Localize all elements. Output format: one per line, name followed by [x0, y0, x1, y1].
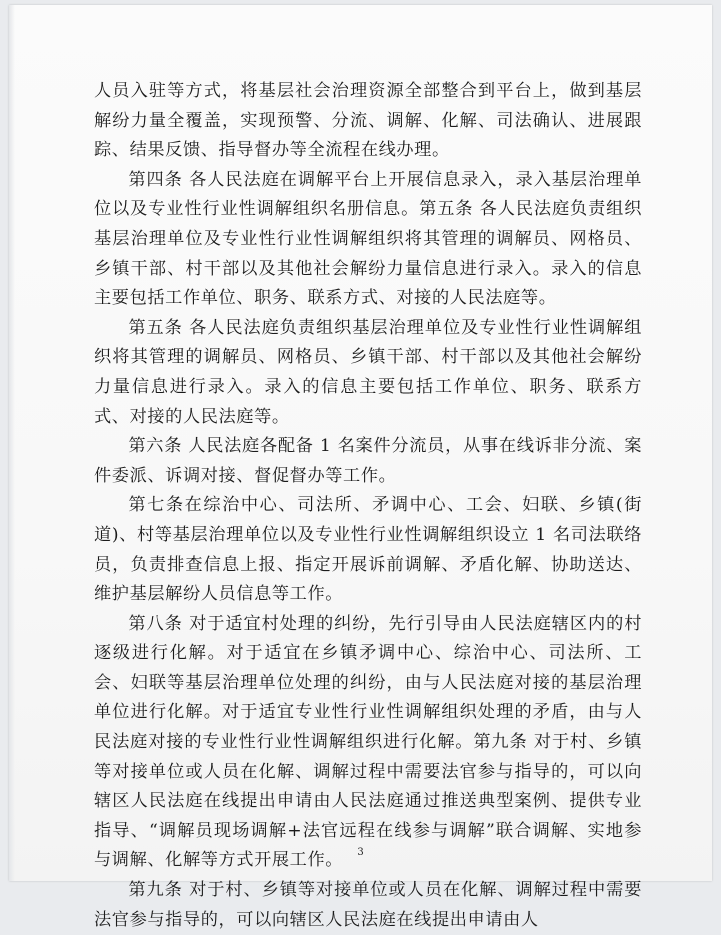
paragraph-continuation: 人员入驻等方式，将基层社会治理资源全部整合到平台上，做到基层解纷力量全覆盖，实现预警、分流、调解、化解、司法确认、进展跟踪、结果反馈、指导督办等全流程在线办理。: [94, 81, 642, 161]
paragraph-article-7: 第七条在综治中心、司法所、矛调中心、工会、妇联、乡镇(街道)、村等基层治理单位以及专业性行业性调解组织设立 1 名司法联络员，负责排查信息上报、指定开展诉前调解、矛盾化解、协助送达、维护基层解纷人员信息等工作。: [94, 495, 642, 605]
paragraph-article-8: 第八条 对于适宜村处理的纠纷，先行引导由人民法庭辖区内的村逐级进行化解。对于适宜在乡镇矛调中心、综治中心、司法所、工会、妇联等基层治理单位处理的纠纷，由与人民法庭对接的基层治理单位进行化解。对于适宜专业性行业性调解组织处理的矛盾，由与人民法庭对接的专业性行业性调解组织进行化解。第九条 对于村、乡镇等对接单位或人员在化解、调解过程中需要法官参与指导的，可以向辖区人民法庭在线提出申请由人民法庭通过推送典型案例、提供专业指导、“调解员现场调解+法官远程在线参与调解”联合调解、实地参与调解、化解等方式开展工作。: [94, 613, 642, 871]
paragraph-article-9: 第九条 对于村、乡镇等对接单位或人员在化解、调解过程中需要法官参与指导的，可以向辖区人民法庭在线提出申请由人: [94, 880, 642, 930]
document-body: [94, 77, 642, 935]
paragraph-article-5: 第五条 各人民法庭负责组织基层治理单位及专业性行业性调解组织将其管理的调解员、网格员、乡镇干部、村干部以及其他社会解纷力量信息进行录入。录入的信息主要包括工作单位、职务、联系方式、对接的人民法庭等。: [94, 317, 642, 427]
paragraph-article-6: 第六条 人民法庭各配备 1 名案件分流员，从事在线诉非分流、案件委派、诉调对接、督促督办等工作。: [94, 436, 642, 486]
document-page: [9, 5, 712, 930]
scan-edge-shadow: [9, 5, 15, 881]
paragraph-article-4: 第四条 各人民法庭在调解平台上开展信息录入，录入基层治理单位以及专业性行业性调解组织名册信息。第五条 各人民法庭负责组织基层治理单位及专业性行业性调解组织将其管理的调解员、网格员、乡镇干部、村干部以及其他社会解纷力量信息进行录入。录入的信息主要包括工作单位、职务、联系方式、对接的人民法庭等。: [94, 169, 642, 309]
page-number: 3: [357, 847, 364, 858]
